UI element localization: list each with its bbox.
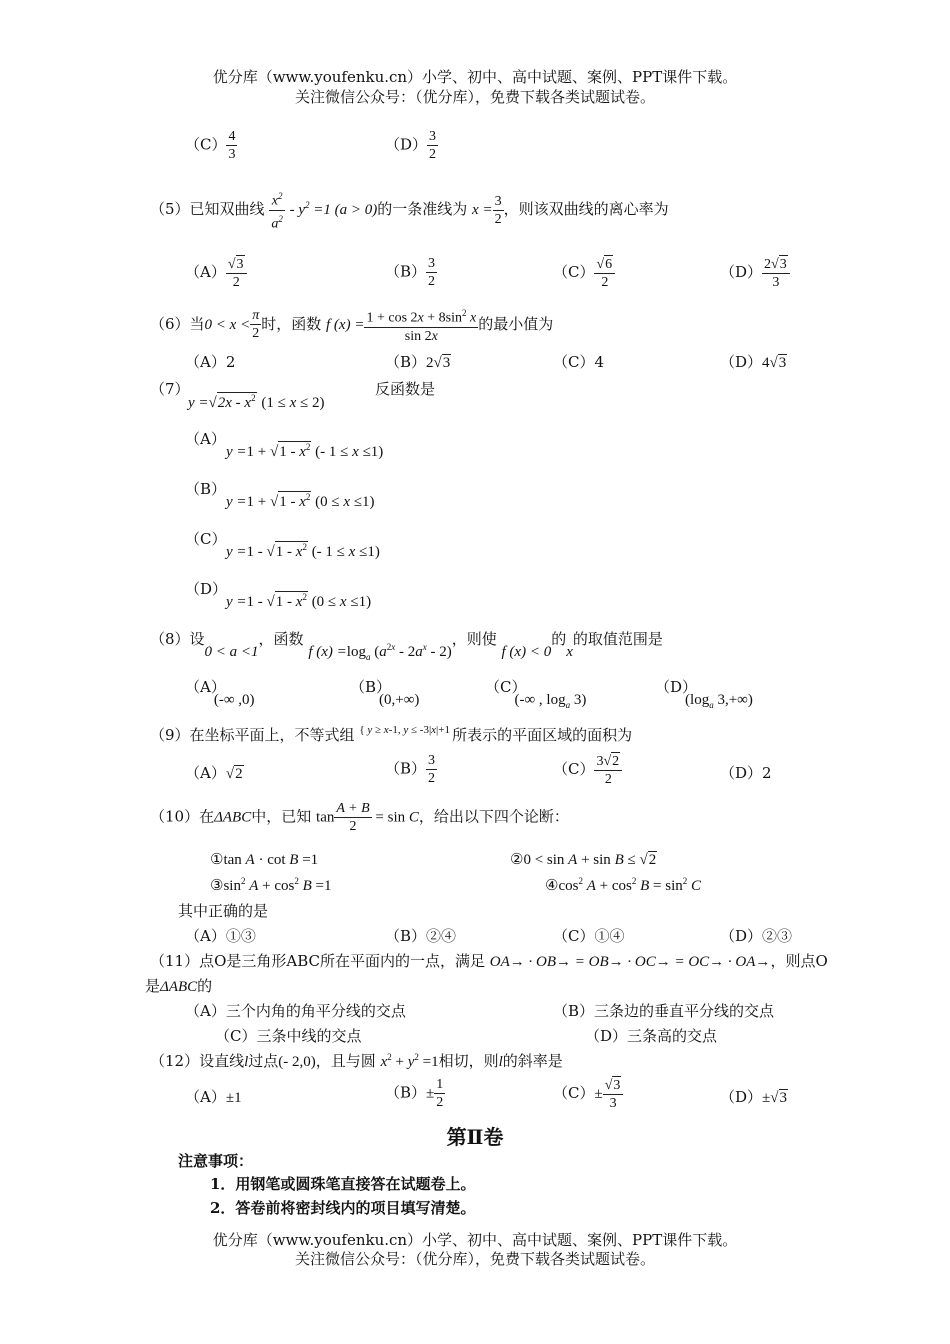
q7-option-c-label: （C）: [185, 530, 227, 548]
q10-option-c: （C）①④: [553, 927, 625, 945]
q10-statement-2: ②0 < sin A + sin B ≤ √2: [510, 850, 657, 868]
q10-statement-3: $③\sin^2$ $A + \cos^2 B =1$: [210, 876, 332, 894]
q5-option-b: （B） $\frac{3}{2}$: [385, 256, 436, 289]
inequality-system: { y ≥ x-1, y ≤ -3|x|+1: [359, 724, 450, 736]
q7-option-a: $y =1 + √1 - x^2$ (- 1 ≤ x ≤1): [226, 442, 384, 460]
q6-stem: （6）当0 < x < $\frac{\pi}{2}$ 时，函数 f (x) = $\frac{1 + \cos 2x + 8\sin^2 x}{\sin 2x}$ 的最小值为: [150, 305, 553, 345]
q6-option-d: （D）4√3: [720, 353, 787, 371]
q4-option-d: （D） $\frac{3}{2}$: [385, 129, 437, 162]
q5-option-a: （A） $\frac{√3}{2}$: [185, 255, 247, 291]
q12-option-c: （C）± $\frac{√3}{3}$: [553, 1076, 623, 1112]
q9-option-b: （B） $\frac{3}{2}$: [385, 753, 436, 786]
q6-option-c: （C）4: [553, 353, 605, 371]
q6-option-a: （A）2: [185, 353, 236, 371]
q10-question: 其中正确的是: [178, 902, 269, 920]
q11-option-c: （C）三条中线的交点: [215, 1027, 362, 1045]
notice-heading: 注意事项：: [178, 1152, 254, 1170]
q7-option-d: $y =1 - √1 - x^2$ (0 ≤ x ≤1): [226, 592, 372, 610]
q12-option-d: （D）±√3: [720, 1088, 787, 1106]
q7-suffix: 反函数是: [375, 380, 436, 398]
footer-line-2: 关注微信公众号：（优分库），免费下载各类试题试卷。: [294, 1250, 655, 1268]
q12-option-b: （B）± $\frac{1}{2}$: [385, 1077, 444, 1110]
q7-option-a-label: （A）: [185, 430, 226, 448]
q8-option-b: （B）(0,+∞): [350, 678, 420, 708]
q9-stem: （9）在坐标平面上，不等式组 { y ≥ x-1, y ≤ -3|x|+1 所表示的平面区域的面积为: [150, 724, 633, 744]
q10-statement-4: $④\cos^2$ $A + \cos^2 B = \sin^2 C$: [545, 876, 701, 894]
q10-option-b: （B）②④: [385, 927, 457, 945]
notice-item-2: 2．答卷前将密封线内的项目填写清楚。: [210, 1199, 476, 1217]
q10-option-d: （D）②③: [720, 927, 793, 945]
q5-option-d: （D） $\frac{2√3}{3}$: [720, 255, 790, 291]
section-title: 第Ⅱ卷: [446, 1125, 504, 1149]
q11-option-a: （A）三个内角的角平分线的交点: [185, 1002, 406, 1020]
q4-option-c: （C） $\frac{4}{3}$: [185, 129, 236, 162]
q8-option-a: （A）(-∞ ,0): [185, 678, 255, 708]
q8-stem: （8）设0 < a <1，函数 f $(x) =\log_a$ $(a^{2x} - 2a^x - 2)$，则使 f (x) < 0的x的取值范围是: [150, 630, 663, 662]
q7-option-b-label: （B）: [185, 480, 227, 498]
header-line-1: 优分库（www.youfenku.cn）小学、初中、高中试题、案例、PPT课件下载。: [212, 68, 738, 86]
q11-option-b: （B）三条边的垂直平分线的交点: [553, 1002, 775, 1020]
q10-stem: （10）在ΔABC中，已知 tan $\frac{A + B}{2}$ = sin C，给出以下四个论断：: [150, 801, 569, 834]
q8-option-d: $(D)(\log_a$ 3,+∞): [655, 678, 753, 710]
notice-item-1: 1．用钢笔或圆珠笔直接答在试题卷上。: [210, 1175, 476, 1193]
q10-option-a: （A）①③: [185, 927, 256, 945]
q11-stem: （11）点O是三角形ABC所在平面内的一点，满足 OA→ · OB→ = OB→ · OC→ = OC→ · OA→，则点O: [150, 952, 828, 970]
q9-option-a: （A）√2: [185, 764, 243, 782]
q12-stem: （12）设直线l过点(- 2,0)，且与圆 $x^2 + y^2 =1$相切，则l的斜率是: [150, 1052, 563, 1070]
q7-function: $y =√2x - x^2$ (1 ≤ x ≤ 2): [188, 393, 325, 411]
q7-option-c: $y =1 - √1 - x^2$ (- 1 ≤ x ≤1): [226, 542, 380, 560]
footer-line-1: 优分库（www.youfenku.cn）小学、初中、高中试题、案例、PPT课件下载。: [212, 1231, 738, 1249]
q6-option-b: （B）2√3: [385, 353, 451, 371]
q8-option-c: （C）(-∞ , $\log_a 3$): [485, 678, 587, 710]
q5-stem: （5）已知双曲线 $\frac{x^2}{a^2}$ - $y^2 =1$ (a > 0)的一条准线为 x = $\frac{3}{2}$ ，则该双曲线的离心率为: [150, 188, 669, 232]
q11-option-d: （D）三条高的交点: [585, 1027, 718, 1045]
q7-label: （7）: [150, 380, 190, 398]
q9-option-c: （C） $\frac{3√2}{2}$: [553, 752, 622, 788]
q7-option-b: $y =1 + √1 - x^2$ (0 ≤ x ≤1): [226, 492, 375, 510]
q5-option-c: （C） $\frac{√6}{2}$: [553, 255, 615, 291]
q11-stem-line2: 是ΔABC的: [145, 977, 213, 995]
q7-option-d-label: （D）: [185, 580, 228, 598]
q9-option-d: （D）2: [720, 764, 772, 782]
q10-statement-1: ①tan A · cot B =1: [210, 850, 319, 868]
q12-option-a: （A）±1: [185, 1088, 242, 1106]
header-line-2: 关注微信公众号：（优分库），免费下载各类试题试卷。: [294, 88, 655, 106]
